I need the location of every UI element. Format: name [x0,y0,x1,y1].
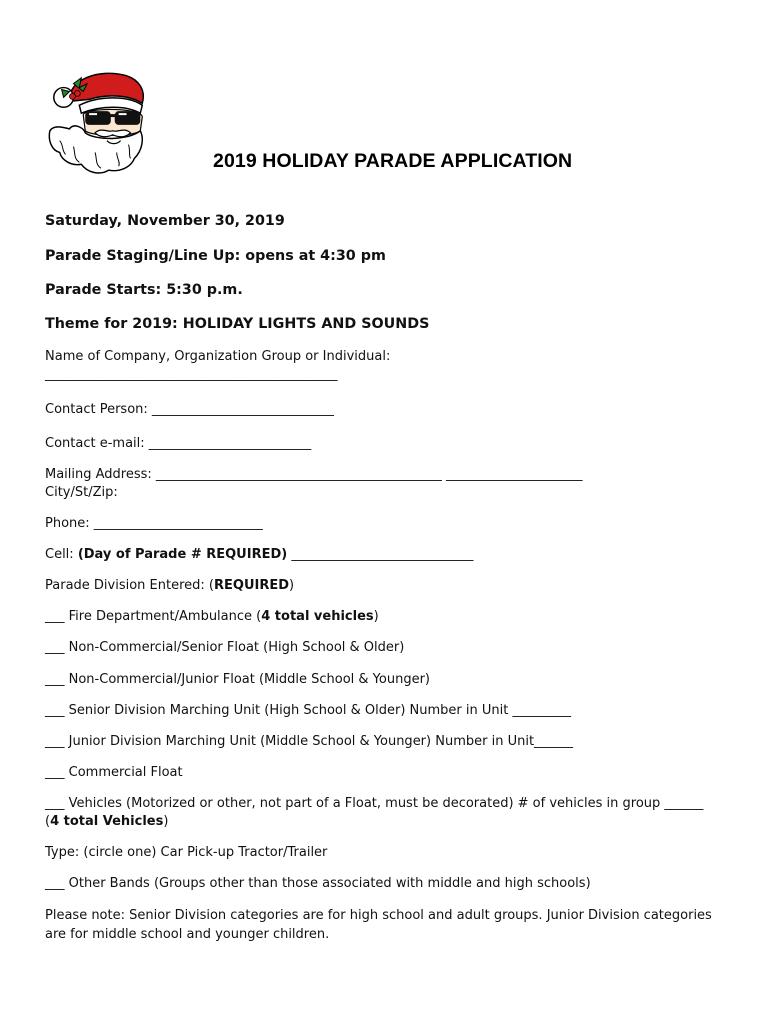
fire-label: ___ Fire Department/Ambulance ( [45,609,262,624]
division-label-suffix: ) [289,578,295,593]
option-senior-marching[interactable]: ___ Senior Division Marching Unit (High School & Older) Number in Unit _________ [45,703,571,718]
vehicles-total-limit: 4 total Vehicles [50,814,164,829]
cell-field[interactable] [45,547,473,562]
event-date: Saturday, November 30, 2019 [45,213,285,229]
start-time: Parade Starts: 5:30 p.m. [45,282,243,298]
vehicles-total [45,814,168,829]
option-commercial-float[interactable]: ___ Commercial Float [45,765,183,780]
theme: Theme for 2019: HOLIDAY LIGHTS AND SOUNDS [45,316,430,332]
vehicles-total-suffix: ) [163,814,169,829]
division-label-prefix: Parade Division Entered: ( [45,578,214,593]
option-vehicles[interactable]: ___ Vehicles (Motorized or other, not part of a Float, must be decorated) # of vehicles in group ______ [45,796,704,811]
phone-field[interactable]: Phone: __________________________ [45,516,263,531]
fire-vehicle-limit: 4 total vehicles [261,609,374,624]
contact-person-field[interactable]: Contact Person: ____________________________ [45,402,334,417]
cell-label: Cell: [45,547,78,562]
vehicle-type-line[interactable]: Type: (circle one) Car Pick-up Tractor/Trailer [45,845,328,860]
option-fire-department[interactable] [45,609,379,624]
division-label [45,578,294,593]
staging-time: Parade Staging/Line Up: opens at 4:30 pm [45,248,386,264]
option-noncommercial-senior[interactable]: ___ Non-Commercial/Senior Float (High School & Older) [45,640,405,655]
cell-blank: ____________________________ [287,547,474,562]
contact-email-field[interactable]: Contact e-mail: _________________________ [45,436,312,451]
vehicles-total-prefix: ( [45,814,51,829]
santa-with-sunglasses-icon [40,62,158,180]
option-other-bands[interactable]: ___ Other Bands (Groups other than those associated with middle and high schools) [45,876,591,891]
fire-label-suffix: ) [373,609,379,624]
name-field[interactable]: _____________________________________________ [45,367,338,382]
option-noncommercial-junior[interactable]: ___ Non-Commercial/Junior Float (Middle School & Younger) [45,672,430,687]
cell-required-note: (Day of Parade # REQUIRED) [77,547,288,562]
division-note: Please note: Senior Division categories are for high school and adult groups. Junior Division categories are for middle school and younger children. [45,908,712,942]
division-required: REQUIRED [214,578,290,593]
page-title: 2019 HOLIDAY PARADE APPLICATION [213,150,573,172]
option-junior-marching[interactable]: ___ Junior Division Marching Unit (Middle School & Younger) Number in Unit______ [45,734,574,749]
mailing-address-field[interactable]: Mailing Address: ____________________________________________ _____________________ [45,467,583,482]
name-label: Name of Company, Organization Group or Individual: [45,349,391,364]
city-st-zip-label: City/St/Zip: [45,485,118,500]
